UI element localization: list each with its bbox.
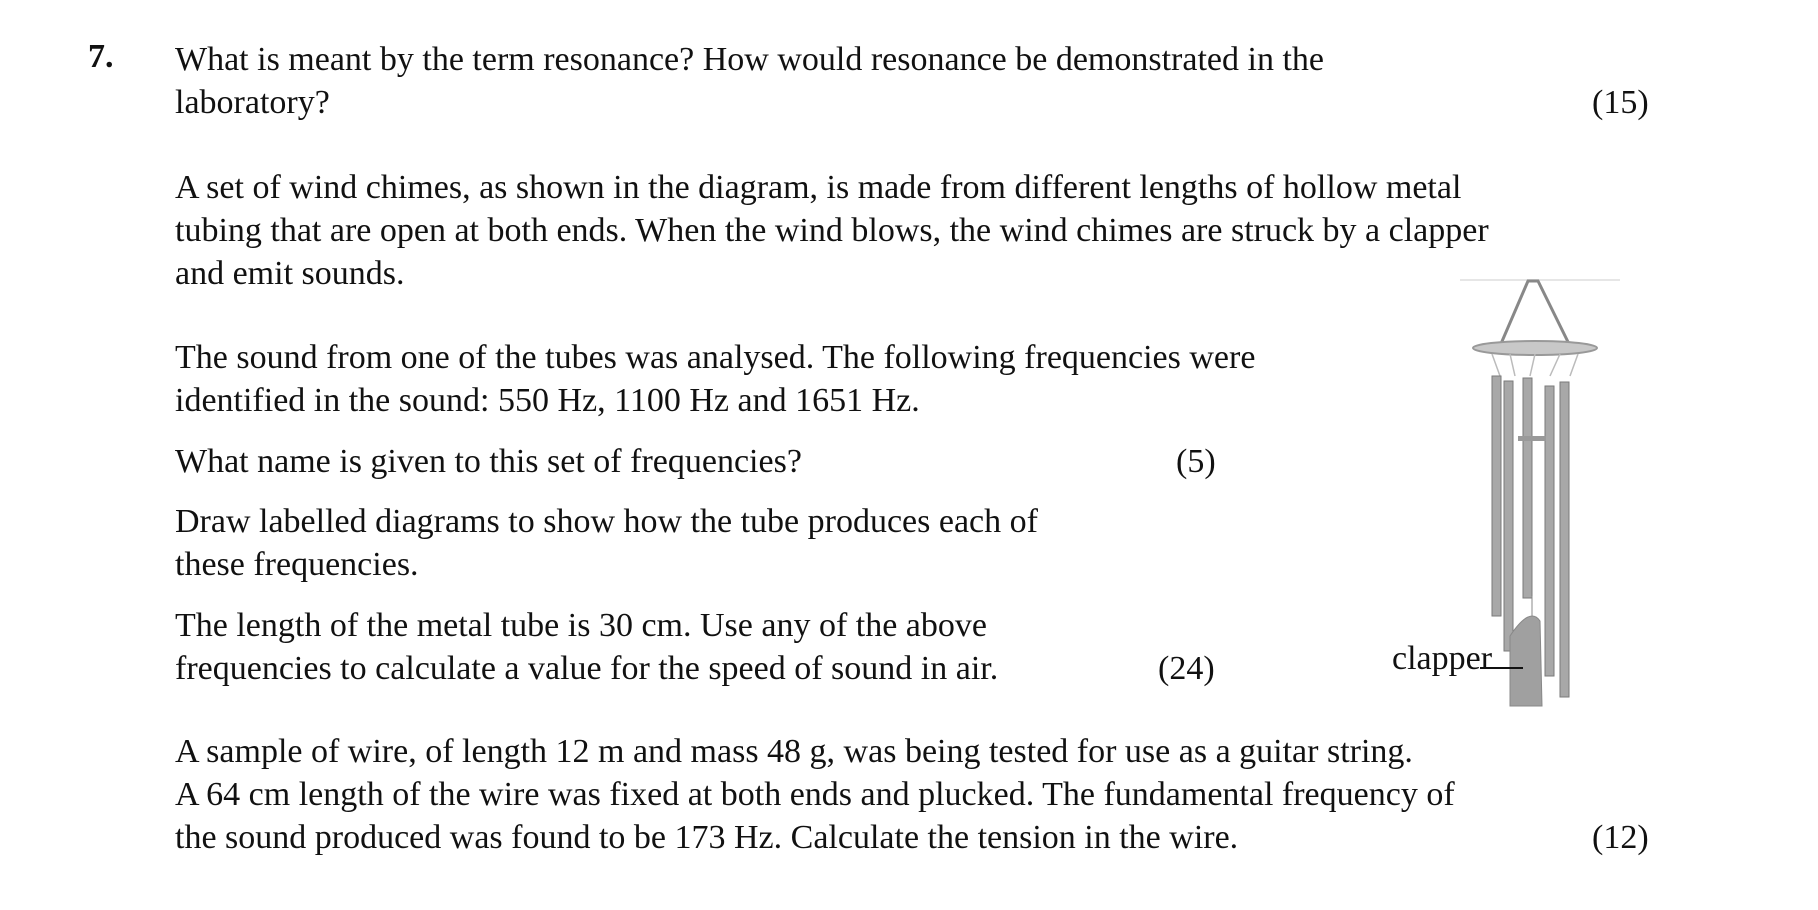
text-line: A sample of wire, of length 12 m and mass 48 g, was being tested for use as a guitar string. [175,733,1413,770]
text-line: A 64 cm length of the wire was fixed at both ends and plucked. The fundamental frequency of [175,776,1455,813]
text-line: What is meant by the term resonance? How would resonance be demonstrated in the [175,41,1324,78]
text-line: these frequencies. [175,546,419,583]
text-line: the sound produced was found to be 173 Hz. Calculate the tension in the wire. [175,819,1239,856]
text-line: The length of the metal tube is 30 cm. Use any of the above [175,607,987,644]
question-number: 7. [88,38,114,75]
text-line: and emit sounds. [175,255,405,292]
text-line: tubing that are open at both ends. When the wind blows, the wind chimes are struck by a clapper [175,212,1489,249]
text-line: frequencies to calculate a value for the speed of sound in air. [175,650,999,687]
text-line: laboratory? [175,84,330,121]
clapper-label: clapper [1392,640,1493,677]
marks: (12) [1592,819,1649,856]
marks: (24) [1158,650,1215,687]
text-line: What name is given to this set of frequencies? [175,443,802,480]
marks: (15) [1592,84,1649,121]
text-line: A set of wind chimes, as shown in the diagram, is made from different lengths of hollow metal [175,169,1462,206]
text-line: The sound from one of the tubes was analysed. The following frequencies were [175,339,1256,376]
text-line: identified in the sound: 550 Hz, 1100 Hz and 1651 Hz. [175,382,920,419]
text-line: Draw labelled diagrams to show how the tube produces each of [175,503,1038,540]
marks: (5) [1176,443,1216,480]
